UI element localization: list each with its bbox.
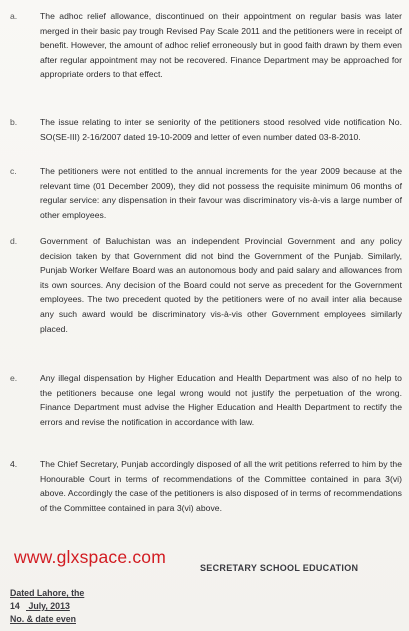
signature-title: SECRETARY SCHOOL EDUCATION (200, 563, 359, 573)
item-text: Government of Baluchistan was an independent Provincial Government and any policy decision taken by that Government did not bind the Government of the Punjab. Similarly, Punjab Worker Welfare Board was an autonomous body and paid salary and allowances from its own sources. Any decision of the Board could not serve as precedent for the Government employees. The two precedent quoted by the petitioners were of no avail inter alia because any such award would be discriminatory vis-à-vis other Government employees similarly placed. (40, 236, 402, 334)
date-day: 14 (10, 601, 20, 611)
item-marker: 4. (10, 459, 18, 469)
item-text: The petitioners were not entitled to the annual increments for the year 2009 because at the relevant time (01 December 2009), they did not possess the requisite minimum 06 months of regular service: any dispensation in their favour was discriminatory vis-à-vis a large number of other employees. (40, 166, 402, 220)
date-month-year: July, 2013 (28, 601, 70, 611)
item-text: The issue relating to inter se seniority of the petitioners stood resolved vide notification No. SO(SE-III) 2-16/2007 dated 19-10-2009 and letter of even number dated 03-8-2010. (40, 117, 402, 142)
item-marker: c. (10, 166, 17, 176)
footer-date (10, 601, 70, 611)
item-marker: d. (10, 236, 18, 246)
item-marker: e. (10, 373, 18, 383)
watermark-link[interactable]: www.glxspace.com (14, 547, 167, 567)
footer-dated: Dated Lahore, the (10, 588, 85, 598)
item-marker: a. (10, 11, 18, 21)
item-marker: b. (10, 117, 18, 127)
item-text: Any illegal dispensation by Higher Education and Health Department was also of no help to the petitioners because one legal wrong would not justify the perpetuation of the wrong. Finance Department must advise the Higher Education and Health Department to rectify the errors and revise the notification in accordance with law. (40, 373, 402, 427)
footer-number: No. & date even (10, 614, 76, 624)
item-text: The Chief Secretary, Punjab accordingly disposed of all the writ petitions referred to him by the Honourable Court in terms of recommendations of the Committee contained in para 3(vi) above. Accordingly the case of the petitioners is also disposed of in terms of recommendations of the Committee contained in para 3(vi) above. (40, 459, 402, 513)
item-text: The adhoc relief allowance, discontinued on their appointment on regular basis was later merged in their basic pay trough Revised Pay Scale 2011 and the petitioners were in receipt of benefit. However, the amount of adhoc relief erroneously but in good faith drawn by them even after regular appointment may not be recovered. Finance Department may be approached for appropriate orders to that effect. (40, 11, 402, 80)
